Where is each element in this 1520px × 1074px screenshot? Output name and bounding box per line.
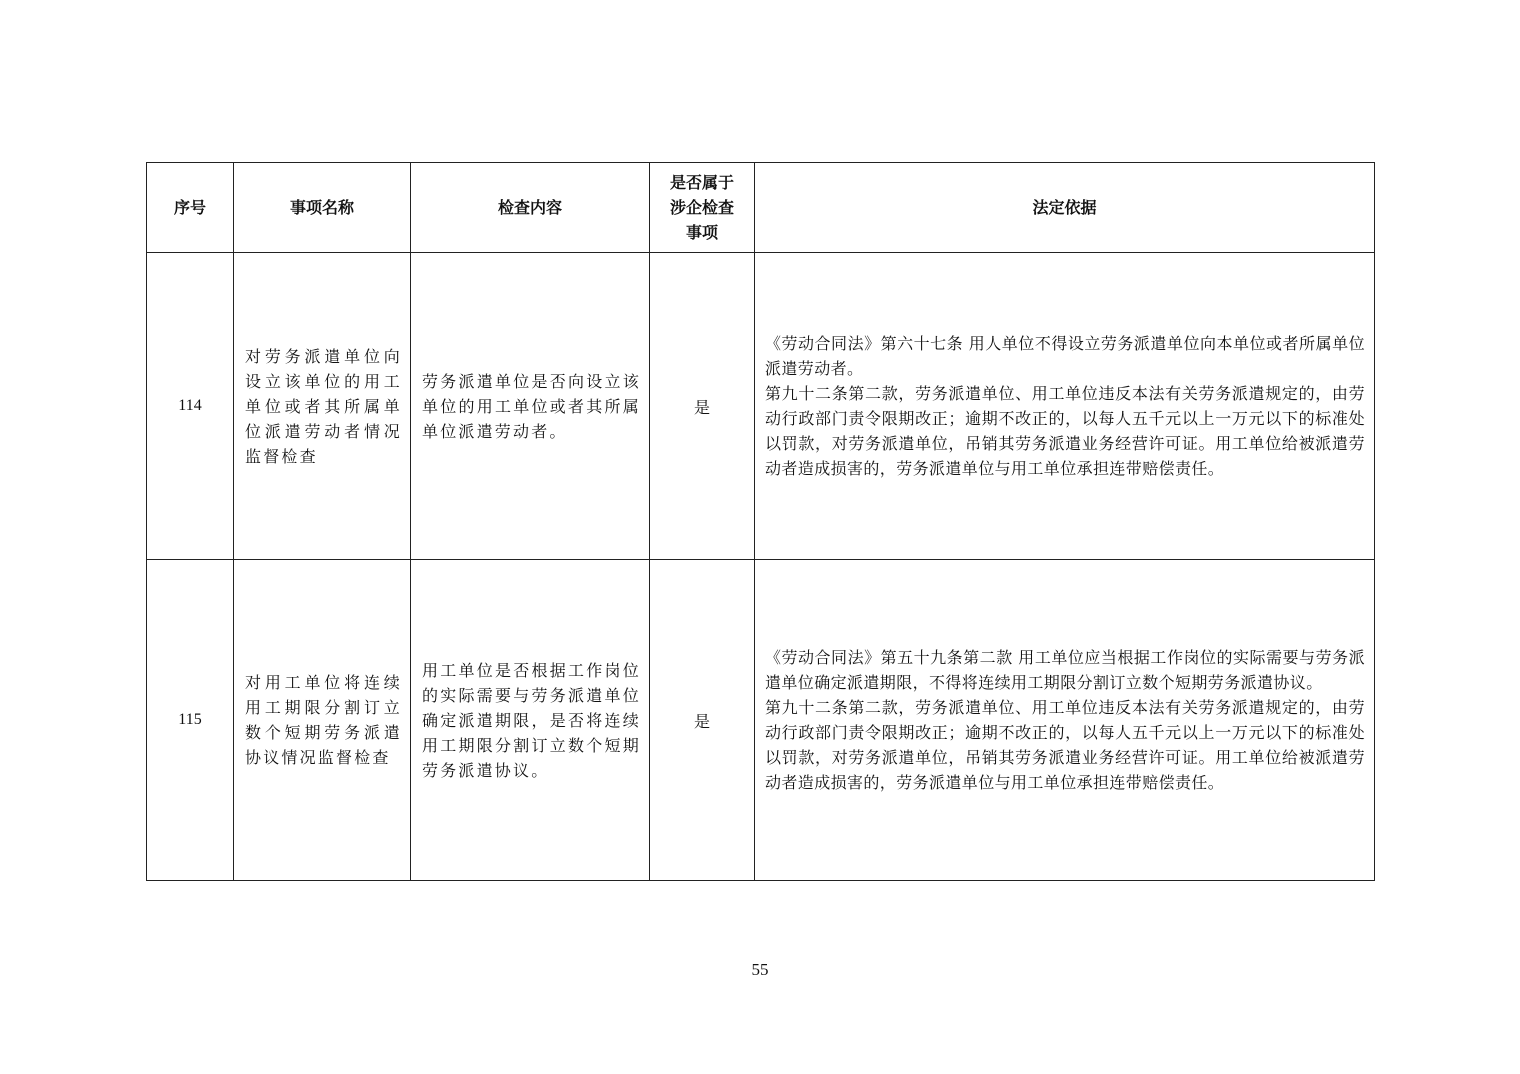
header-enterprise-flag — [650, 163, 755, 253]
header-enterprise-flag-line3: 事项 — [685, 223, 718, 242]
table-row — [147, 253, 1375, 560]
row-legal-basis — [755, 560, 1375, 881]
legal-basis-paragraph: 《劳动合同法》第六十七条 用人单位不得设立劳务派遣单位向本单位或者所属单位派遣劳动者。 — [765, 334, 1365, 378]
row-item-name-text: 对用工单位将连续用工期限分割订立数个短期劳务派遣协议情况监督检查 — [245, 673, 402, 767]
header-item-name: 事项名称 — [234, 163, 411, 253]
row-item-name — [234, 560, 411, 881]
header-legal-basis: 法定依据 — [755, 163, 1375, 253]
table-header-row — [147, 163, 1375, 253]
header-enterprise-flag-line2: 涉企检查 — [669, 198, 734, 217]
row-legal-basis-text — [755, 331, 1374, 481]
row-legal-basis-text — [755, 645, 1374, 795]
row-enterprise-flag: 是 — [650, 560, 755, 881]
row-seq: 115 — [147, 560, 234, 881]
header-seq: 序号 — [147, 163, 234, 253]
row-item-name — [234, 253, 411, 560]
row-legal-basis — [755, 253, 1375, 560]
row-enterprise-flag: 是 — [650, 253, 755, 560]
legal-basis-paragraph: 第九十二条第二款，劳务派遣单位、用工单位违反本法有关劳务派遣规定的，由劳动行政部门责令限期改正；逾期不改正的，以每人五千元以上一万元以下的标准处以罚款，对劳务派遣单位，吊销其劳务派遣业务经营许可证。用工单位给被派遣劳动者造成损害的，劳务派遣单位与用工单位承担连带赔偿责任。 — [765, 698, 1365, 792]
legal-basis-paragraph: 第九十二条第二款，劳务派遣单位、用工单位违反本法有关劳务派遣规定的，由劳动行政部门责令限期改正；逾期不改正的，以每人五千元以上一万元以下的标准处以罚款，对劳务派遣单位，吊销其劳务派遣业务经营许可证。用工单位给被派遣劳动者造成损害的，劳务派遣单位与用工单位承担连带赔偿责任。 — [765, 384, 1365, 478]
table-row — [147, 560, 1375, 881]
row-inspection-content — [411, 560, 650, 881]
header-inspection-content: 检查内容 — [411, 163, 650, 253]
row-seq: 114 — [147, 253, 234, 560]
header-enterprise-flag-line1: 是否属于 — [669, 173, 734, 192]
row-inspection-content — [411, 253, 650, 560]
page-number: 55 — [751, 960, 769, 979]
row-inspection-content-text: 用工单位是否根据工作岗位的实际需要与劳务派遣单位确定派遣期限，是否将连续用工期限分割订立数个短期劳务派遣协议。 — [422, 660, 641, 780]
row-item-name-text: 对劳务派遣单位向设立该单位的用工单位或者其所属单位派遣劳动者情况监督检查 — [245, 346, 402, 466]
row-inspection-content-text: 劳务派遣单位是否向设立该单位的用工单位或者其所属单位派遣劳动者。 — [422, 371, 641, 441]
inspection-items-table — [146, 162, 1375, 881]
legal-basis-paragraph: 《劳动合同法》第五十九条第二款 用工单位应当根据工作岗位的实际需要与劳务派遣单位确定派遣期限，不得将连续用工期限分割订立数个短期劳务派遣协议。 — [765, 648, 1365, 692]
